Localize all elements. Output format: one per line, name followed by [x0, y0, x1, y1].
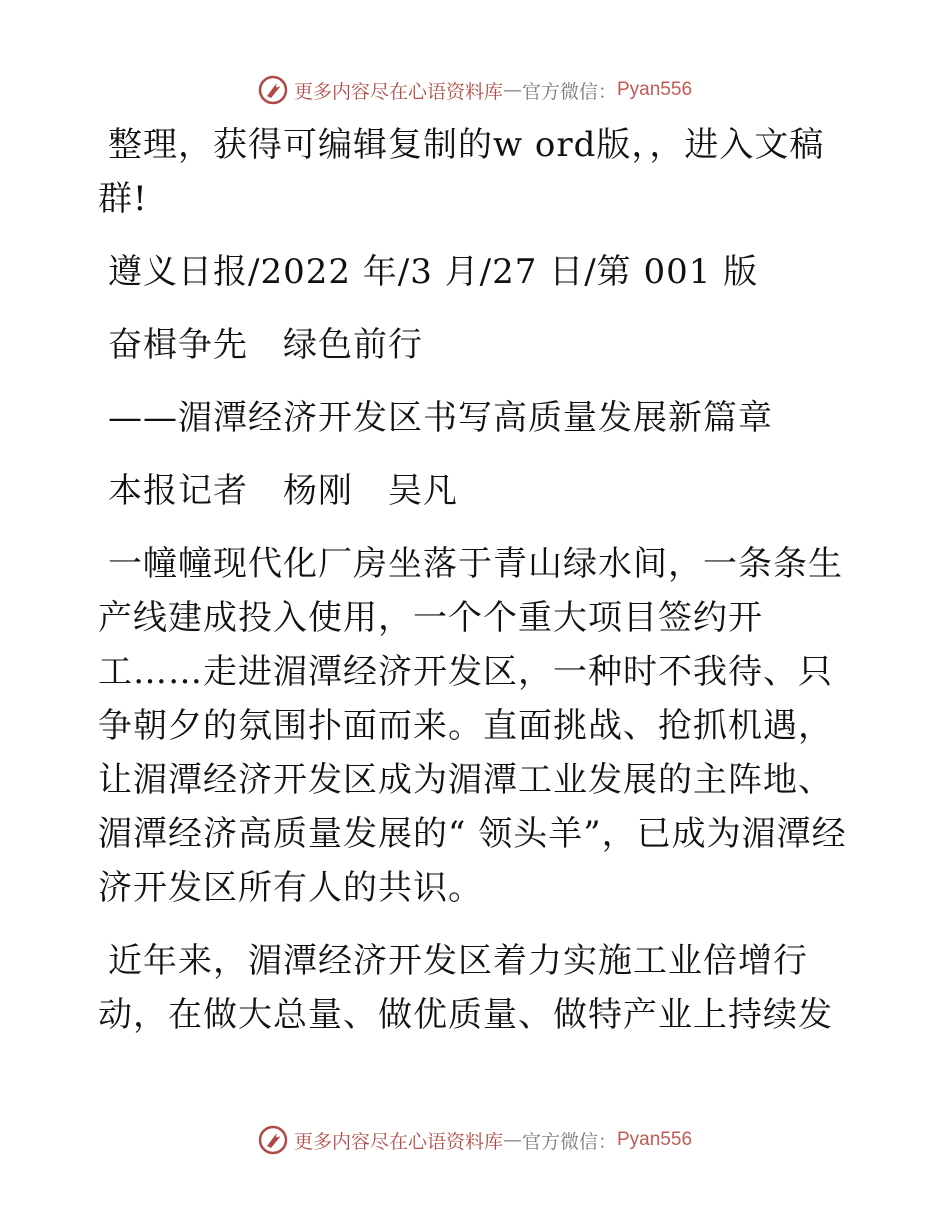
- pen-nib-logo-icon: [258, 75, 288, 105]
- banner-contact-id: Pyan556: [617, 1129, 693, 1150]
- header-watermark-banner: [0, 70, 950, 110]
- pen-nib-logo-icon: [258, 1125, 288, 1155]
- footer-watermark-banner: [0, 1120, 950, 1160]
- banner-site-text: 更多内容尽在心语资料库: [293, 80, 503, 103]
- article-paragraph: 一幢幢现代化厂房坐落于青山绿水间，一条条生产线建成投入使用，一个个重大项目签约开工……走进湄潭经济开发区，一种时不我待、只争朝夕的氛围扑面而来。直面挑战、抢抓机遇，让湄潭经济开发区成为湄潭工业发展的主阵地、湄潭经济高质量发展的“ 领头羊”，已成为湄潭经济开发区所有人的共识。: [98, 544, 847, 908]
- intro-note: 整理，获得可编辑复制的w ord版，，进入文稿群!: [98, 125, 825, 219]
- banner-contact-label: 官方微信：: [521, 1130, 617, 1153]
- source-line: 遵义日报/2022 年/3 月/27 日/第 001 版: [108, 252, 759, 292]
- article-subheadline: ——湄潭经济开发区书写高质量发展新篇章: [108, 398, 773, 438]
- banner-separator: —: [502, 1129, 522, 1151]
- banner-site-text: 更多内容尽在心语资料库: [293, 1130, 503, 1153]
- banner-contact-label: 官方微信：: [521, 80, 617, 103]
- article-paragraph: 近年来，湄潭经济开发区着力实施工业倍增行动，在做大总量、做优质量、做特产业上持续发: [98, 941, 833, 1035]
- article-byline: 本报记者 杨刚 吴凡: [108, 471, 458, 511]
- document-body: [98, 118, 858, 1061]
- banner-contact-id: Pyan556: [617, 79, 693, 100]
- banner-separator: —: [502, 79, 522, 101]
- article-headline: 奋楫争先 绿色前行: [108, 325, 423, 365]
